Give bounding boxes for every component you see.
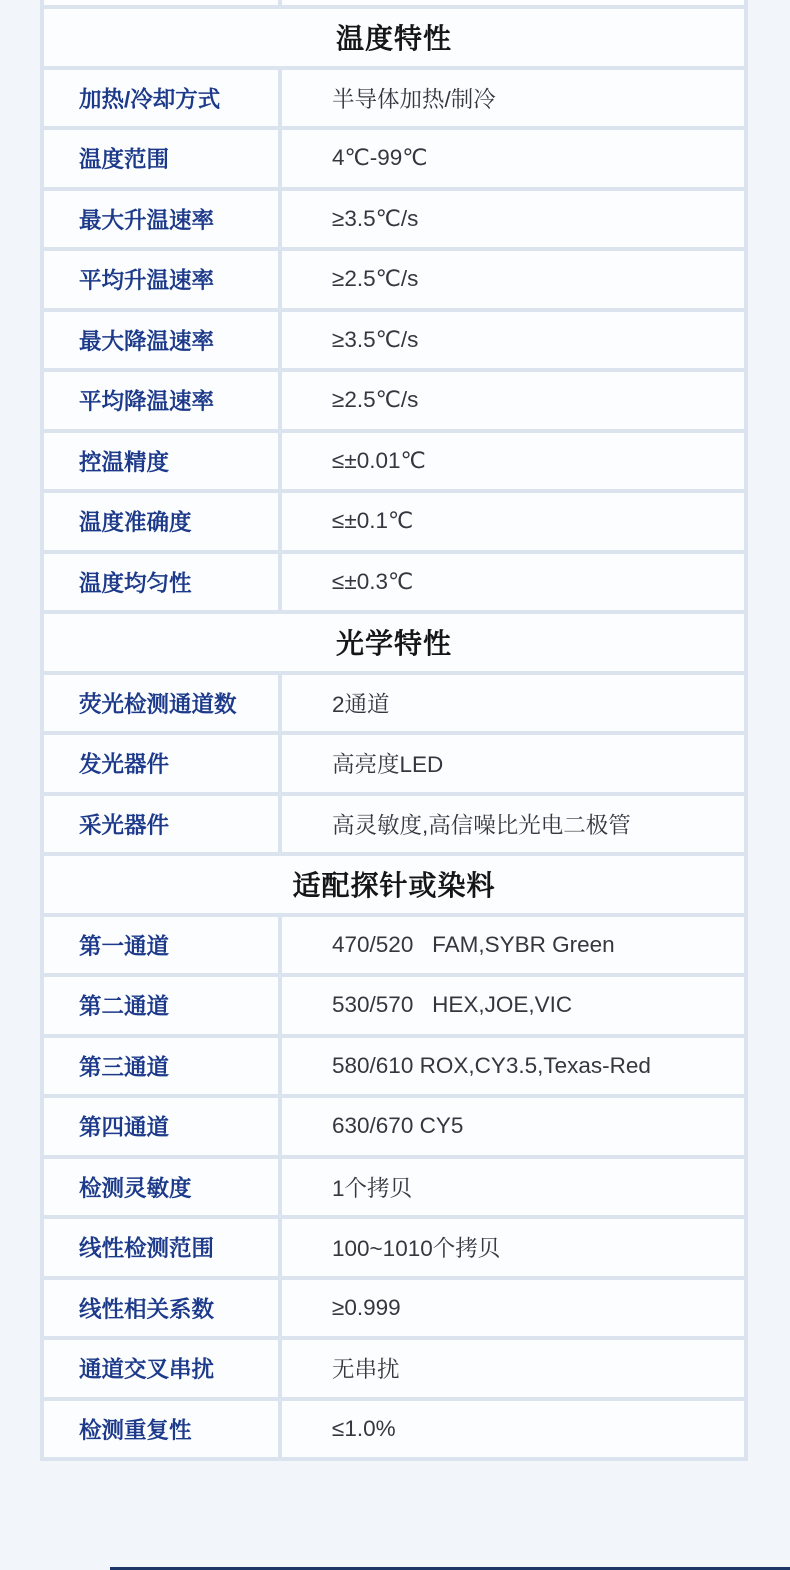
- spec-row: [44, 1038, 744, 1099]
- spec-row: [44, 1340, 744, 1401]
- spec-row: [44, 493, 744, 554]
- spec-value: ≥3.5℃/s: [332, 326, 419, 352]
- spec-value: 630/670 CY5: [332, 1113, 464, 1139]
- spec-value: ≥2.5℃/s: [332, 266, 419, 292]
- partial-top-row: [44, 0, 744, 9]
- spec-row: [44, 735, 744, 796]
- section-header: 温度特性: [44, 9, 744, 70]
- partial-top-row-value-cell: [282, 0, 744, 5]
- spec-label: 最大降温速率: [44, 312, 282, 369]
- spec-row: [44, 251, 744, 312]
- spec-value: 4℃-99℃: [332, 145, 428, 171]
- spec-label: 采光器件: [44, 796, 282, 853]
- spec-label: 荧光检测通道数: [44, 675, 282, 732]
- spec-value: ≤±0.1℃: [332, 508, 414, 534]
- spec-value: 高灵敏度,高信噪比光电二极管: [332, 812, 631, 838]
- spec-row: [44, 1219, 744, 1280]
- spec-label: 检测重复性: [44, 1401, 282, 1458]
- spec-row: [44, 1159, 744, 1220]
- spec-value: 无串扰: [332, 1357, 400, 1383]
- spec-value: 2通道: [332, 691, 390, 717]
- spec-label: 加热/冷却方式: [44, 70, 282, 127]
- spec-row: [44, 796, 744, 857]
- spec-row: [44, 1280, 744, 1341]
- spec-value: ≥3.5℃/s: [332, 205, 419, 231]
- spec-table: [40, 0, 748, 1461]
- spec-label: 平均降温速率: [44, 372, 282, 429]
- spec-value: ≥0.999: [332, 1294, 401, 1320]
- spec-label: 检测灵敏度: [44, 1159, 282, 1216]
- spec-label: 线性检测范围: [44, 1219, 282, 1276]
- spec-row: [44, 130, 744, 191]
- spec-value: 580/610 ROX,CY3.5,Texas-Red: [332, 1052, 651, 1078]
- spec-row: [44, 554, 744, 615]
- spec-label: 温度均匀性: [44, 554, 282, 611]
- spec-row: [44, 1401, 744, 1462]
- spec-label: 线性相关系数: [44, 1280, 282, 1337]
- spec-value: 530/570 HEX,JOE,VIC: [332, 992, 573, 1018]
- spec-label: 发光器件: [44, 735, 282, 792]
- spec-label: 温度范围: [44, 130, 282, 187]
- spec-value: 半导体加热/制冷: [332, 86, 496, 112]
- section-header: 适配探针或染料: [44, 856, 744, 917]
- spec-value: 100~1010个拷贝: [332, 1236, 501, 1262]
- spec-row: [44, 675, 744, 736]
- spec-row: [44, 1098, 744, 1159]
- section-header: 光学特性: [44, 614, 744, 675]
- spec-row: [44, 917, 744, 978]
- spec-row: [44, 70, 744, 131]
- spec-row: [44, 312, 744, 373]
- spec-value: 高亮度LED: [332, 752, 444, 778]
- spec-row: [44, 191, 744, 252]
- spec-label: 第一通道: [44, 917, 282, 974]
- spec-label: 平均升温速率: [44, 251, 282, 308]
- spec-label: 通道交叉串扰: [44, 1340, 282, 1397]
- spec-label: 第二通道: [44, 977, 282, 1034]
- spec-row: [44, 977, 744, 1038]
- spec-row: [44, 433, 744, 494]
- spec-value: 470/520 FAM,SYBR Green: [332, 931, 615, 957]
- spec-label: 最大升温速率: [44, 191, 282, 248]
- spec-value: ≥2.5℃/s: [332, 387, 419, 413]
- spec-label: 温度准确度: [44, 493, 282, 550]
- spec-value: ≤±0.01℃: [332, 447, 426, 473]
- spec-label: 控温精度: [44, 433, 282, 490]
- spec-label: 第三通道: [44, 1038, 282, 1095]
- spec-value: 1个拷贝: [332, 1175, 413, 1201]
- partial-top-row-label-cell: [44, 0, 282, 5]
- spec-row: [44, 372, 744, 433]
- spec-label: 第四通道: [44, 1098, 282, 1155]
- spec-value: ≤1.0%: [332, 1415, 396, 1441]
- spec-value: ≤±0.3℃: [332, 568, 414, 594]
